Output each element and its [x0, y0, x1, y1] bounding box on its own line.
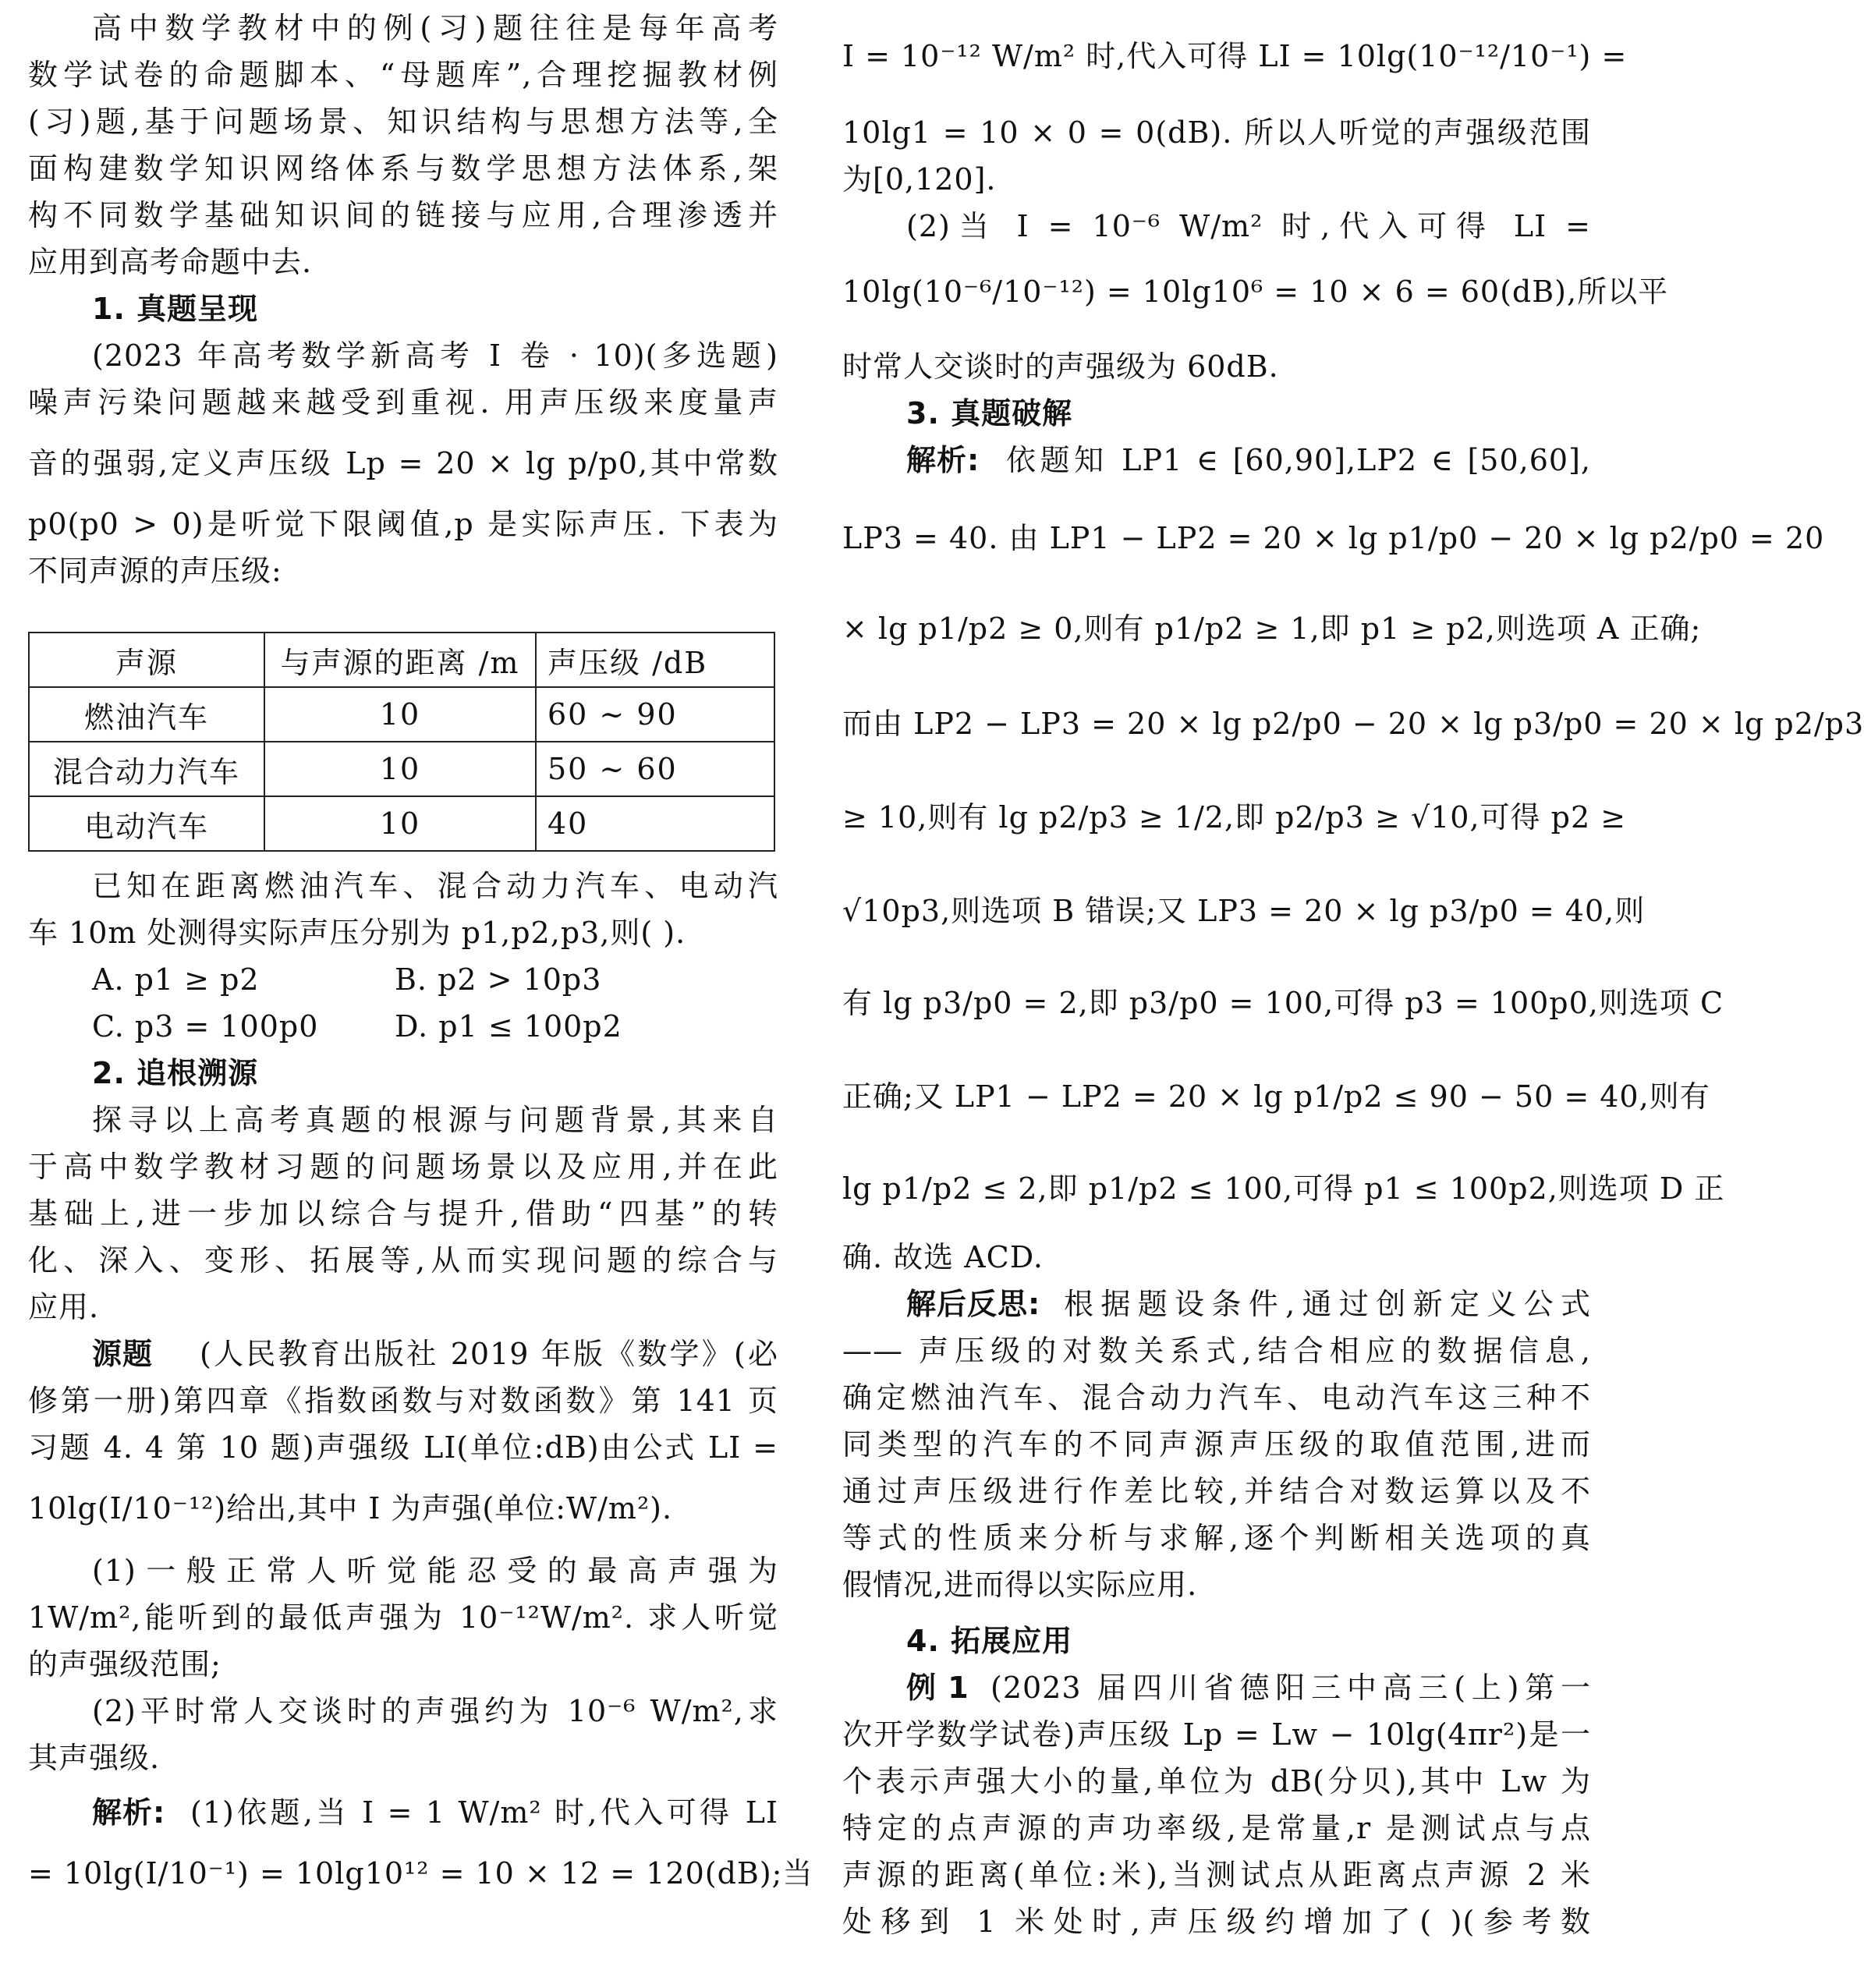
example-line: 处移到 1 米处时,声压级约增加了( )(参考数: [842, 1905, 1591, 1939]
question2-line: 其声强级.: [28, 1741, 161, 1775]
part2-line: 时常人交谈时的声强级为 60dB.: [842, 349, 1279, 384]
question1-line: 1W/m²,能听到的最低声强为 10⁻¹²W/m². 求人听觉: [28, 1600, 778, 1635]
table-cell: 电动汽车: [29, 796, 264, 851]
option-c: C. p3 = 100p0: [92, 1009, 319, 1044]
section-heading: 2. 追根溯源: [92, 1056, 259, 1090]
table-cell: 混合动力汽车: [29, 742, 264, 796]
table-header: 与声源的距离 /m: [264, 633, 536, 687]
problem-line: 不同声源的声压级:: [28, 554, 282, 588]
analysis-line: √10p3,则选项 B 错误;又 LP3 = 20 × lg p3/p0 = 40,则: [842, 894, 1646, 928]
sound-source-table: [28, 632, 775, 852]
reflection-line: —— 声压级的对数关系式,结合相应的数据信息,: [842, 1334, 1591, 1368]
option-d: D. p1 ≤ 100p2: [395, 1009, 622, 1044]
table-header-row: [29, 633, 774, 687]
example-line: 个表示声强大小的量,单位为 dB(分贝),其中 Lw 为: [842, 1764, 1591, 1798]
reflection-line: 根据题设条件,通过创新定义公式: [1064, 1287, 1591, 1321]
analysis-line: 依题知 LP1 ∈ [60,90],LP2 ∈ [50,60],: [1006, 443, 1591, 477]
solution-line: (1)依题,当 I = 1 W/m² 时,代入可得 LI: [190, 1795, 778, 1830]
solution-line: 10lg1 = 10 × 0 = 0(dB). 所以人听觉的声强级范围: [842, 115, 1591, 150]
source-label: 源题: [92, 1337, 154, 1371]
intro-line: 数学试卷的命题脚本、“母题库”,合理挖掘教材例: [28, 58, 778, 92]
question-line: 已知在距离燃油汽车、混合动力汽车、电动汽: [92, 869, 778, 903]
section-heading: 3. 真题破解: [906, 396, 1073, 431]
source-line: 修第一册)第四章《指数函数与对数函数》第 141 页: [28, 1384, 778, 1418]
analysis-line: 确. 故选 ACD.: [842, 1240, 1044, 1274]
trace-line: 探寻以上高考真题的根源与问题背景,其来自: [92, 1103, 778, 1137]
table-cell: 10: [264, 742, 536, 796]
problem-line: p0(p0 > 0)是听觉下限阈值,p 是实际声压. 下表为: [28, 507, 778, 541]
solution-label: 解析:: [92, 1795, 166, 1830]
table-row: [29, 742, 774, 796]
analysis-line: lg p1/p2 ≤ 2,即 p1/p2 ≤ 100,可得 p1 ≤ 100p2,则选项 D 正: [842, 1171, 1725, 1206]
reflection-line: 假情况,进而得以实际应用.: [842, 1568, 1198, 1602]
option-b: B. p2 > 10p3: [395, 962, 602, 997]
intro-line: 应用到高考命题中去.: [28, 245, 313, 279]
part2-line: 10lg(10⁻⁶/10⁻¹²) = 10lg10⁶ = 10 × 6 = 60(dB),所以平: [842, 275, 1669, 309]
table-row: [29, 687, 774, 742]
reflection-line: 确定燃油汽车、混合动力汽车、电动汽车这三种不: [842, 1380, 1591, 1415]
analysis-line: 而由 LP2 − LP3 = 20 × lg p2/p0 − 20 × lg p3/p0 = 20 × lg p2/p3: [842, 707, 1864, 741]
intro-line: 构不同数学基础知识间的链接与应用,合理渗透并: [28, 198, 778, 232]
source-line: (人民教育出版社 2019 年版《数学》(必: [200, 1337, 778, 1371]
table-cell: 10: [264, 796, 536, 851]
table-header: 声源: [29, 633, 264, 687]
option-a: A. p1 ≥ p2: [92, 962, 260, 997]
analysis-line: 正确;又 LP1 − LP2 = 20 × lg p1/p2 ≤ 90 − 50 = 40,则有: [842, 1079, 1710, 1114]
question1-line: 的声强级范围;: [28, 1647, 221, 1681]
question-line: 车 10m 处测得实际声压分别为 p1,p2,p3,则( ).: [28, 916, 686, 950]
problem-line: 噪声污染问题越来越受到重视. 用声压级来度量声: [28, 385, 778, 420]
intro-line: 高中数学教材中的例(习)题往往是每年高考: [92, 11, 778, 45]
example-line: 特定的点声源的声功率级,是常量,r 是测试点与点: [842, 1811, 1591, 1845]
solution-line: = 10lg(I/10⁻¹) = 10lg10¹² = 10 × 12 = 120(dB);当: [28, 1856, 813, 1891]
source-line: 10lg(I/10⁻¹²)给出,其中 I 为声强(单位:W/m²).: [28, 1491, 673, 1526]
reflection-line: 同类型的汽车的不同声源声压级的取值范围,进而: [842, 1427, 1591, 1462]
analysis-line: LP3 = 40. 由 LP1 − LP2 = 20 × lg p1/p0 − 20 × lg p2/p0 = 20: [842, 521, 1825, 555]
trace-line: 于高中数学教材习题的问题场景以及应用,并在此: [28, 1150, 778, 1184]
table-cell: 60 ~ 90: [536, 687, 774, 742]
section-heading: 4. 拓展应用: [906, 1624, 1073, 1658]
section-heading: 1. 真题呈现: [92, 292, 259, 326]
problem-line: (2023 年高考数学新高考 Ⅰ 卷 · 10)(多选题): [92, 338, 778, 373]
solution-line: 为[0,120].: [842, 162, 997, 197]
reflection-line: 通过声压级进行作差比较,并结合对数运算以及不: [842, 1474, 1591, 1508]
reflection-line: 等式的性质来分析与求解,逐个判断相关选项的真: [842, 1521, 1591, 1555]
source-line: 习题 4. 4 第 10 题)声强级 LI(单位:dB)由公式 LI =: [28, 1430, 778, 1465]
example-line: 次开学数学试卷)声压级 Lp = Lw − 10lg(4πr²)是一: [842, 1717, 1591, 1752]
trace-line: 基础上,进一步加以综合与提升,借助“四基”的转: [28, 1196, 778, 1231]
intro-line: (习)题,基于问题场景、知识结构与思想方法等,全: [28, 105, 778, 139]
table-cell: 10: [264, 687, 536, 742]
part2-line: (2)当 I = 10⁻⁶ W/m² 时,代入可得 LI =: [906, 209, 1591, 243]
table-cell: 50 ~ 60: [536, 742, 774, 796]
problem-line: 音的强弱,定义声压级 Lp = 20 × lg p/p0,其中常数: [28, 446, 778, 480]
trace-line: 化、深入、变形、拓展等,从而实现问题的综合与: [28, 1243, 778, 1277]
table-row: [29, 796, 774, 851]
table-cell: 燃油汽车: [29, 687, 264, 742]
example-line: 声源的距离(单位:米),当测试点从距离点声源 2 米: [842, 1858, 1591, 1892]
trace-line: 应用.: [28, 1290, 100, 1324]
question1-line: (1)一般正常人听觉能忍受的最高声强为: [92, 1554, 778, 1588]
analysis-line: 有 lg p3/p0 = 2,即 p3/p0 = 100,可得 p3 = 100p0,则选项 C: [842, 986, 1724, 1020]
reflection-label: 解后反思:: [906, 1287, 1041, 1321]
example-label: 例 1: [906, 1671, 969, 1705]
analysis-label: 解析:: [906, 443, 980, 477]
table-header: 声压级 /dB: [536, 633, 774, 687]
table-cell: 40: [536, 796, 774, 851]
analysis-line: ≥ 10,则有 lg p2/p3 ≥ 1/2,即 p2/p3 ≥ √10,可得 p2 ≥: [842, 800, 1627, 835]
question2-line: (2)平时常人交谈时的声强约为 10⁻⁶ W/m²,求: [92, 1694, 778, 1728]
intro-line: 面构建数学知识网络体系与数学思想方法体系,架: [28, 151, 778, 186]
example-line: (2023 届四川省德阳三中高三(上)第一: [990, 1671, 1591, 1705]
analysis-line: × lg p1/p2 ≥ 0,则有 p1/p2 ≥ 1,即 p1 ≥ p2,则选项 A 正确;: [842, 611, 1702, 646]
solution-line: I = 10⁻¹² W/m² 时,代入可得 LI = 10lg(10⁻¹²/10⁻¹) =: [842, 39, 1628, 73]
